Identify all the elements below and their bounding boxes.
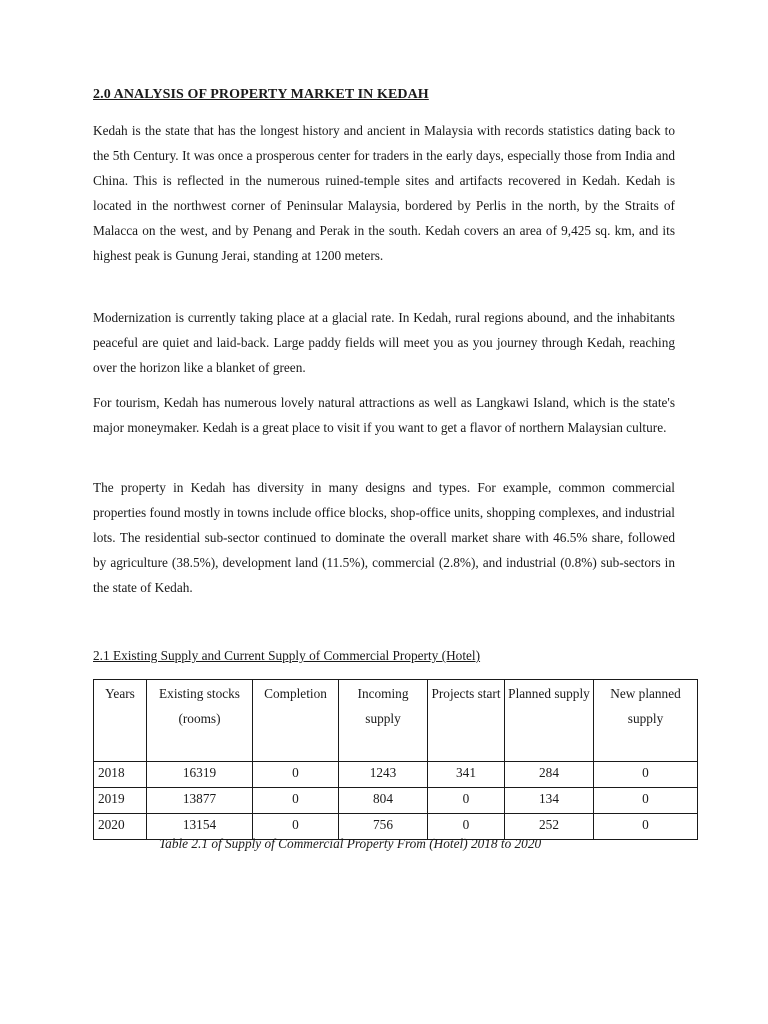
cell-planned-supply: 284: [505, 762, 594, 788]
cell-completion: 0: [253, 762, 339, 788]
cell-planned-supply: 252: [505, 814, 594, 840]
table-row: [94, 762, 698, 788]
table-caption: Table 2.1 of Supply of Commercial Property From (Hotel) 2018 to 2020: [159, 836, 542, 851]
cell-planned-supply: 134: [505, 788, 594, 814]
cell-incoming-supply: 1243: [339, 762, 428, 788]
header-planned-supply: Planned supply: [505, 680, 594, 762]
paragraph-tourism: For tourism, Kedah has numerous lovely natural attractions as well as Langkawi Island, which is the state's major moneymaker. Kedah is a great place to visit if you want to get a flavor of northern Malaysian culture.: [93, 395, 675, 435]
header-years: Years: [94, 680, 147, 762]
table-row: [94, 788, 698, 814]
section-heading: 2.0 ANALYSIS OF PROPERTY MARKET IN KEDAH: [93, 87, 429, 102]
cell-projects-start: 341: [428, 762, 505, 788]
cell-existing-stocks: 16319: [147, 762, 253, 788]
cell-year: 2018: [94, 762, 147, 788]
hotel-supply-table: [93, 679, 698, 840]
table-subheading: 2.1 Existing Supply and Current Supply of Commercial Property (Hotel): [93, 648, 481, 663]
cell-year: 2019: [94, 788, 147, 814]
header-incoming-supply: Incoming supply: [339, 680, 428, 762]
cell-completion: 0: [253, 788, 339, 814]
cell-projects-start: 0: [428, 814, 505, 840]
cell-incoming-supply: 804: [339, 788, 428, 814]
cell-existing-stocks: 13877: [147, 788, 253, 814]
paragraph-property: The property in Kedah has diversity in many designs and types. For example, common commercial properties found mostly in towns include office blocks, shop-office units, shopping complexes, and industrial lots. The residential sub-sector continued to dominate the overall market share with 46.5% share, followed by agriculture (38.5%), development land (11.5%), commercial (2.8%), and industrial (0.8%) sub-sectors in the state of Kedah.: [93, 480, 675, 595]
cell-incoming-supply: 756: [339, 814, 428, 840]
cell-completion: 0: [253, 814, 339, 840]
cell-new-planned-supply: 0: [594, 762, 698, 788]
header-completion: Completion: [253, 680, 339, 762]
table-header-row: [94, 680, 698, 762]
header-projects-start: Projects start: [428, 680, 505, 762]
paragraph-history: Kedah is the state that has the longest history and ancient in Malaysia with records statistics dating back to the 5th Century. It was once a prosperous center for traders in the early days, especially those from India and China. This is reflected in the numerous ruined-temple sites and artifacts recovered in Kedah. Kedah is located in the northwest corner of Peninsular Malaysia, bordered by Perlis in the north, by the Straits of Malacca on the west, and by Penang and Perak in the south. Kedah covers an area of 9,425 sq. km, and its highest peak is Gunung Jerai, standing at 1200 meters.: [93, 123, 675, 263]
cell-existing-stocks: 13154: [147, 814, 253, 840]
cell-new-planned-supply: 0: [594, 814, 698, 840]
header-new-planned-supply: New planned supply: [594, 680, 698, 762]
cell-year: 2020: [94, 814, 147, 840]
cell-projects-start: 0: [428, 788, 505, 814]
cell-new-planned-supply: 0: [594, 788, 698, 814]
paragraph-modernization: Modernization is currently taking place at a glacial rate. In Kedah, rural regions abound, and the inhabitants peaceful are quiet and laid-back. Large paddy fields will meet you as you journey through Kedah, reaching over the horizon like a blanket of green.: [93, 310, 675, 375]
header-existing-stocks: Existing stocks (rooms): [147, 680, 253, 762]
